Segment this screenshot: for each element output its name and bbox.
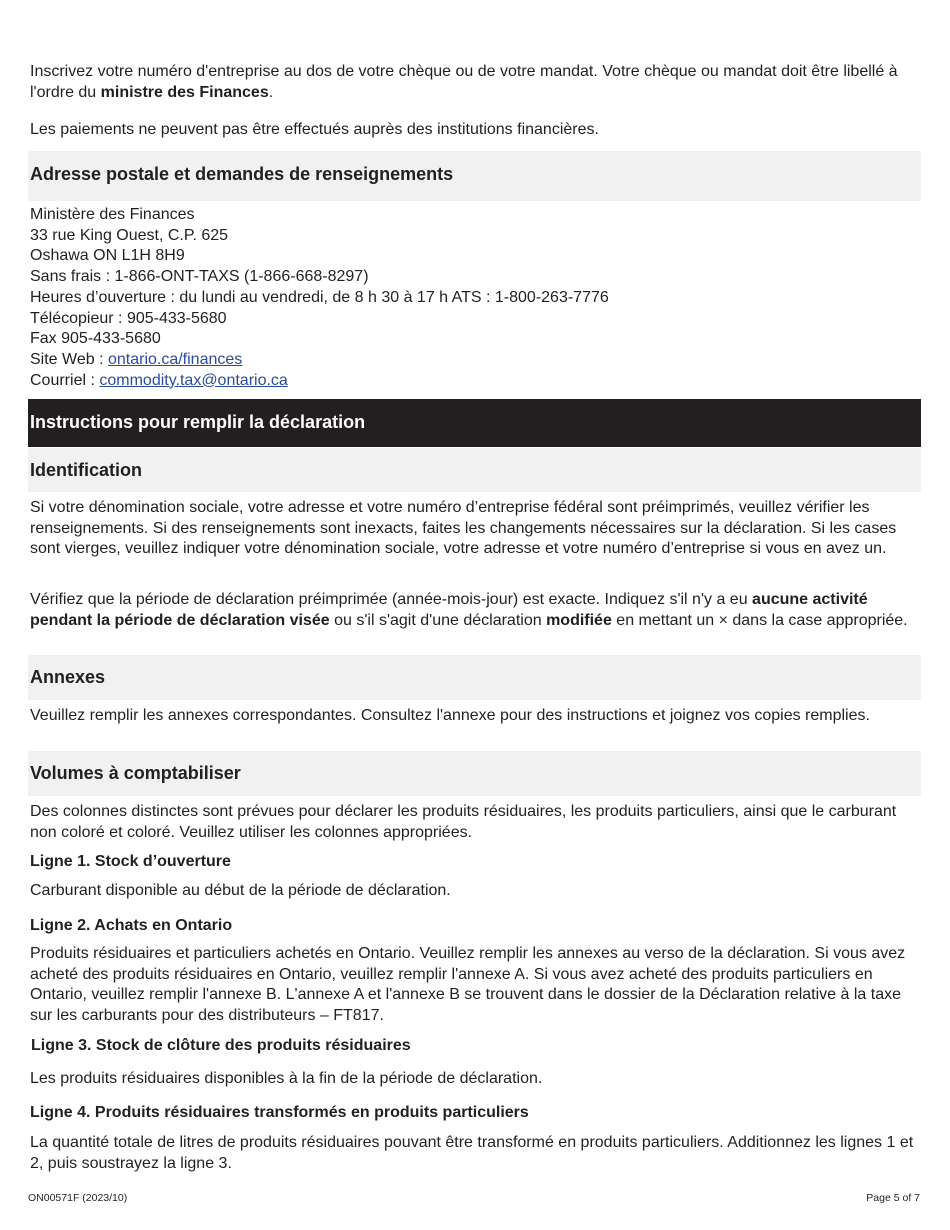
- identification-heading: Identification: [28, 448, 921, 492]
- page-number: Page 5 of 7: [866, 1192, 920, 1204]
- payment-instructions-paragraph: Inscrivez votre numéro d'entreprise au dos de votre chèque ou de votre mandat. Votre chèque ou mandat doit être libellé à l'ordre du ministre des Finances.: [30, 63, 898, 101]
- identification-paragraph: Si votre dénomination sociale, votre adresse et votre numéro d’entreprise fédéral sont préimprimés, veuillez vérifier les renseignements. Si des renseignements sont inexacts, faites les changements nécessaires sur la déclaration. Si les cases sont vierges, veuillez indiquer votre dénomination sociale, votre adresse et votre numéro d’entreprise si vous en avez un.: [30, 499, 897, 557]
- toll-free-line: Sans frais : 1-866-ONT-TAXS (1-866-668-8297): [30, 268, 369, 286]
- fax-line-english: Fax 905-433-5680: [30, 330, 161, 348]
- mailing-address-block: [30, 205, 609, 391]
- line3-title: Ligne 3. Stock de clôture des produits résiduaires: [31, 1037, 411, 1054]
- annexes-paragraph: Veuillez remplir les annexes correspondantes. Consultez l'annexe pour des instructions et joignez vos copies remplies.: [30, 707, 870, 724]
- line4-title: Ligne 4. Produits résiduaires transformés en produits particuliers: [30, 1104, 529, 1121]
- fax-line: Télécopieur : 905-433-5680: [30, 309, 227, 327]
- email-link[interactable]: commodity.tax@ontario.ca: [99, 371, 288, 389]
- line2-text: Produits résiduaires et particuliers achetés en Ontario. Veuillez remplir les annexes au verso de la déclaration. Si vous avez acheté des produits résiduaires en Ontario, veuillez remplir l'annexe A. Si vous avez acheté des produits particuliers en Ontario, veuillez remplir l'annexe B. L'annexe A et l'annexe B se trouvent dans le dossier de la Déclaration relative à la taxe sur les carburants pour des distributeurs – FT817.: [30, 945, 906, 1024]
- office-hours-line: Heures d’ouverture : du lundi au vendredi, de 8 h 30 à 17 h ATS : 1-800-263-7776: [30, 288, 609, 306]
- address-section-heading: Adresse postale et demandes de renseignements: [28, 151, 921, 201]
- line4-text: La quantité totale de litres de produits résiduaires pouvant être transformé en produits particuliers. Additionnez les lignes 1 et 2, puis soustrayez la ligne 3.: [30, 1134, 914, 1172]
- website-line: Site Web : ontario.ca/finances: [30, 350, 243, 368]
- form-code: ON00571F (2023/10): [28, 1192, 128, 1204]
- website-link[interactable]: ontario.ca/finances: [107, 350, 243, 368]
- line1-text: Carburant disponible au début de la période de déclaration.: [30, 882, 451, 899]
- line3-text: Les produits résiduaires disponibles à la fin de la période de déclaration.: [30, 1070, 543, 1087]
- instructions-heading: Instructions pour remplir la déclaration: [28, 399, 921, 447]
- volumes-paragraph: Des colonnes distinctes sont prévues pour déclarer les produits résiduaires, les produits particuliers, ainsi que le carburant non coloré et coloré. Veuillez utiliser les colonnes appropriées.: [30, 803, 897, 841]
- address-line: 33 rue King Ouest, C.P. 625: [30, 226, 229, 244]
- payee-name: ministre des Finances: [100, 83, 269, 101]
- annexes-heading: Annexes: [28, 655, 921, 700]
- address-line: Ministère des Finances: [30, 206, 195, 223]
- line2-title: Ligne 2. Achats en Ontario: [30, 917, 233, 934]
- email-line: Courriel : commodity.tax@ontario.ca: [30, 371, 288, 389]
- volumes-heading: Volumes à comptabiliser: [28, 751, 921, 796]
- line1-title: Ligne 1. Stock d’ouverture: [30, 853, 231, 870]
- reporting-period-paragraph: Vérifiez que la période de déclaration préimprimée (année-mois-jour) est exacte. Indiquez s'il n'y a eu aucune activité pendant la période de déclaration visée ou s'il s'agit d'une déclaration modifiée en mettant un × dans la case appropriée.: [30, 591, 908, 629]
- payment-restriction-paragraph: Les paiements ne peuvent pas être effectués auprès des institutions financières.: [30, 121, 599, 138]
- address-line: Oshawa ON L1H 8H9: [30, 247, 185, 265]
